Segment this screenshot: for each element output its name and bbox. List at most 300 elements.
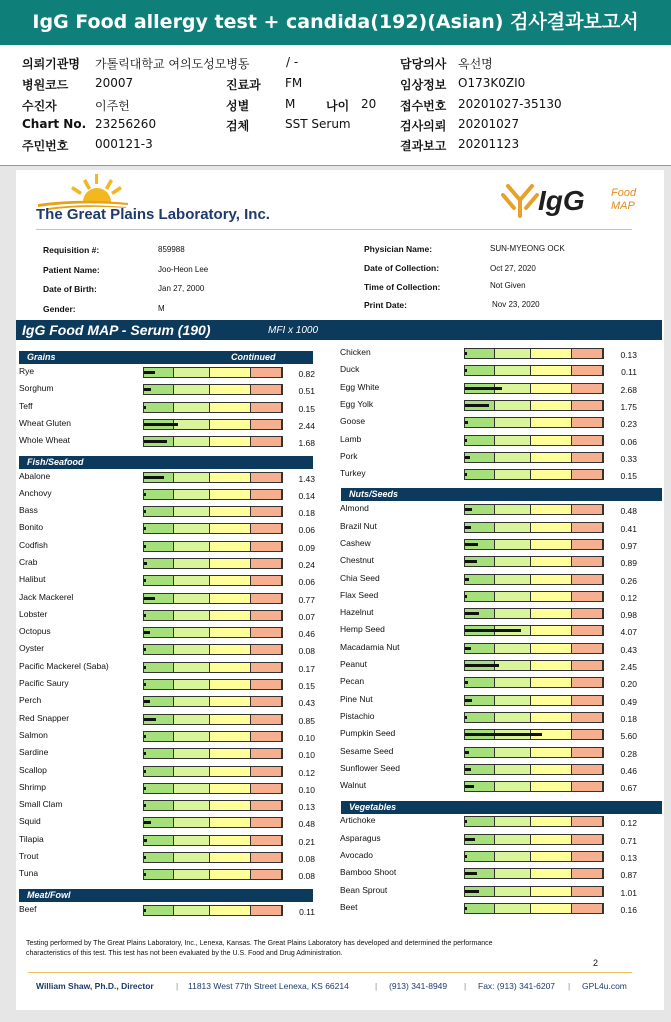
scale-zone xyxy=(144,507,174,516)
dob-value: Jan 27, 2000 xyxy=(158,284,205,293)
food-name: Macadamia Nut xyxy=(340,642,400,652)
scale-zone xyxy=(465,470,495,479)
scale-zone xyxy=(531,349,572,358)
scale-zone xyxy=(251,385,282,394)
sep-2: | xyxy=(375,981,378,991)
scale-zone xyxy=(210,906,251,915)
scale-zone xyxy=(210,697,251,706)
page-number: 2 xyxy=(593,958,599,968)
scale-zone xyxy=(531,575,572,584)
food-name: Lamb xyxy=(340,434,362,444)
scale-zone xyxy=(531,835,572,844)
result-value: 0.10 xyxy=(298,733,315,743)
food-name: Pistachio xyxy=(340,711,375,721)
result-scale-bar xyxy=(143,714,283,725)
scale-zone xyxy=(495,713,531,722)
scale-zone xyxy=(251,507,282,516)
scale-zone xyxy=(174,767,210,776)
scale-zone xyxy=(174,490,210,499)
scale-zone xyxy=(531,366,572,375)
result-scale-bar xyxy=(143,558,283,569)
result-scale-bar xyxy=(143,748,283,759)
scale-zone xyxy=(210,524,251,533)
scale-zone xyxy=(531,523,572,532)
result-scale-bar xyxy=(464,747,604,758)
food-name: Chestnut xyxy=(340,555,375,565)
result-scale-bar xyxy=(464,539,604,550)
food-name: Duck xyxy=(340,364,360,374)
physician-label: Physician Name: xyxy=(364,244,433,254)
scale-zone xyxy=(174,420,210,429)
result-scale-bar xyxy=(464,643,604,654)
food-name: Whole Wheat xyxy=(19,435,71,445)
food-name: Halibut xyxy=(19,574,46,584)
scale-zone xyxy=(495,661,531,670)
food-name: Hazelnut xyxy=(340,607,374,617)
result-value: 0.46 xyxy=(298,629,315,639)
scale-zone xyxy=(210,490,251,499)
scale-zone xyxy=(174,437,210,446)
scale-zone xyxy=(174,473,210,482)
result-scale-bar xyxy=(143,384,283,395)
result-level-marker xyxy=(144,856,146,859)
scale-zone xyxy=(144,403,174,412)
result-value: 0.51 xyxy=(298,386,315,396)
scale-zone xyxy=(174,801,210,810)
food-name: Beef xyxy=(19,904,37,914)
collection-time-value: Not Given xyxy=(490,281,526,290)
scale-zone xyxy=(251,368,282,377)
food-name: Cashew xyxy=(340,538,371,548)
result-scale-bar xyxy=(464,504,604,515)
scale-zone xyxy=(531,557,572,566)
result-level-marker xyxy=(465,785,474,788)
result-level-marker xyxy=(144,493,146,496)
result-scale-bar xyxy=(464,469,604,480)
disclaimer-line-1: Testing performed by The Great Plains Laboratory, Inc., Lenexa, Kansas. The Great Plains Laboratory has developed and determined the performance xyxy=(26,940,493,947)
print-date-value: Nov 23, 2020 xyxy=(492,300,540,309)
scale-zone xyxy=(210,749,251,758)
scale-zone xyxy=(572,748,603,757)
result-level-marker xyxy=(465,526,471,529)
food-name: Oyster xyxy=(19,643,45,653)
result-level-marker xyxy=(465,890,479,893)
scale-zone xyxy=(210,715,251,724)
scale-zone xyxy=(251,715,282,724)
result-level-marker xyxy=(144,440,167,443)
scale-zone xyxy=(572,765,603,774)
result-scale-bar xyxy=(143,662,283,673)
result-level-marker xyxy=(144,579,146,582)
result-scale-bar xyxy=(464,365,604,376)
scale-zone xyxy=(251,403,282,412)
scale-zone xyxy=(531,592,572,601)
scale-zone xyxy=(465,904,495,913)
scale-zone xyxy=(495,852,531,861)
food-name: Almond xyxy=(340,503,369,513)
result-scale-bar xyxy=(143,869,283,880)
scale-zone xyxy=(495,401,531,410)
scale-zone xyxy=(531,540,572,549)
scale-zone xyxy=(495,644,531,653)
result-level-marker xyxy=(465,456,470,459)
scale-zone xyxy=(531,713,572,722)
food-name: Codfish xyxy=(19,540,48,550)
result-level-marker xyxy=(144,631,150,634)
result-level-marker xyxy=(465,820,467,823)
result-value: 0.08 xyxy=(298,646,315,656)
result-value: 0.13 xyxy=(298,802,315,812)
logo-map: MAP xyxy=(611,200,635,212)
result-value: 2.45 xyxy=(620,662,637,672)
result-scale-bar xyxy=(464,712,604,723)
section-title: Grains xyxy=(27,352,56,362)
dept-value: FM xyxy=(285,76,303,90)
scale-zone xyxy=(251,836,282,845)
scale-zone xyxy=(572,644,603,653)
result-level-marker xyxy=(465,404,489,407)
result-scale-bar xyxy=(464,834,604,845)
result-value: 1.01 xyxy=(620,888,637,898)
print-date-label: Print Date: xyxy=(364,300,407,310)
scale-zone xyxy=(531,696,572,705)
sex-value: M xyxy=(285,97,296,111)
result-value: 0.26 xyxy=(620,576,637,586)
collection-date-value: Oct 27, 2020 xyxy=(490,264,536,273)
scale-zone xyxy=(251,732,282,741)
scale-zone xyxy=(144,680,174,689)
food-name: Egg Yolk xyxy=(340,399,374,409)
result-value: 0.85 xyxy=(298,716,315,726)
result-scale-bar xyxy=(464,452,604,463)
result-value: 0.11 xyxy=(299,907,315,917)
result-scale-bar xyxy=(464,868,604,879)
scale-zone xyxy=(531,505,572,514)
dob-label: Date of Birth: xyxy=(43,284,97,294)
result-scale-bar xyxy=(143,489,283,500)
scale-zone xyxy=(465,678,495,687)
result-level-marker xyxy=(465,508,472,511)
result-level-marker xyxy=(465,629,521,632)
food-name: Wheat Gluten xyxy=(19,418,71,428)
result-scale-bar xyxy=(464,816,604,827)
result-scale-bar xyxy=(143,800,283,811)
sep-3: | xyxy=(464,981,467,991)
scale-zone xyxy=(144,836,174,845)
result-scale-bar xyxy=(464,695,604,706)
scale-zone xyxy=(495,505,531,514)
age-value: 20 xyxy=(361,97,377,111)
result-scale-bar xyxy=(464,574,604,585)
food-name: Abalone xyxy=(19,471,51,481)
scale-zone xyxy=(144,749,174,758)
scale-zone xyxy=(495,366,531,375)
result-scale-bar xyxy=(464,591,604,602)
scale-zone xyxy=(465,817,495,826)
section-header xyxy=(19,889,313,902)
food-name: Chia Seed xyxy=(340,573,380,583)
clinical-value: O173K0ZI0 xyxy=(458,76,526,90)
food-name: Teff xyxy=(19,401,33,411)
banner-unit: MFI x 1000 xyxy=(268,325,319,336)
scale-zone xyxy=(251,801,282,810)
result-scale-bar xyxy=(143,367,283,378)
scale-zone xyxy=(572,661,603,670)
scale-zone xyxy=(572,523,603,532)
result-value: 0.48 xyxy=(620,506,637,516)
rrn-value: 000121-3 xyxy=(95,137,153,151)
result-level-marker xyxy=(144,787,146,790)
scale-zone xyxy=(572,835,603,844)
sep-1: | xyxy=(176,981,179,991)
result-level-marker xyxy=(465,733,542,736)
scale-zone xyxy=(572,782,603,791)
scale-zone xyxy=(495,609,531,618)
scale-zone xyxy=(210,645,251,654)
result-scale-bar xyxy=(464,608,604,619)
scale-zone xyxy=(174,784,210,793)
dept-label: 진료과 xyxy=(226,78,261,92)
result-scale-bar xyxy=(143,852,283,863)
scale-zone xyxy=(174,576,210,585)
result-scale-bar xyxy=(464,625,604,636)
hospital-code-value: 20007 xyxy=(95,76,134,90)
scale-zone xyxy=(144,870,174,879)
scale-zone xyxy=(174,697,210,706)
result-level-marker xyxy=(465,421,468,424)
scale-zone xyxy=(531,384,572,393)
gender-label: Gender: xyxy=(43,304,76,314)
food-name: Trout xyxy=(19,851,39,861)
result-value: 0.67 xyxy=(620,783,637,793)
scale-zone xyxy=(465,713,495,722)
result-scale-bar xyxy=(143,610,283,621)
request-label: 검사의뢰 xyxy=(400,119,447,133)
result-value: 0.07 xyxy=(298,612,315,622)
antibody-icon xyxy=(500,178,540,218)
scale-zone xyxy=(531,453,572,462)
scale-zone xyxy=(572,384,603,393)
scale-zone xyxy=(572,470,603,479)
scale-zone xyxy=(144,524,174,533)
scale-zone xyxy=(174,628,210,637)
result-level-marker xyxy=(144,562,147,565)
food-name: Red Snapper xyxy=(19,713,70,723)
scale-zone xyxy=(572,904,603,913)
result-value: 0.18 xyxy=(298,508,315,518)
result-scale-bar xyxy=(464,556,604,567)
scale-zone xyxy=(572,730,603,739)
scale-zone xyxy=(251,853,282,862)
scale-zone xyxy=(495,887,531,896)
scale-zone xyxy=(531,661,572,670)
result-value: 0.12 xyxy=(620,593,637,603)
food-name: Anchovy xyxy=(19,488,52,498)
scale-zone xyxy=(174,403,210,412)
scale-zone xyxy=(531,626,572,635)
food-name: Goose xyxy=(340,416,366,426)
scale-zone xyxy=(531,401,572,410)
scale-zone xyxy=(572,869,603,878)
scale-zone xyxy=(495,748,531,757)
rrn-label: 주민번호 xyxy=(22,139,69,153)
scale-zone xyxy=(174,680,210,689)
scale-zone xyxy=(144,906,174,915)
scale-zone xyxy=(210,784,251,793)
patient-value: 이주헌 xyxy=(95,99,130,113)
result-scale-bar xyxy=(464,417,604,428)
result-level-marker xyxy=(465,543,478,546)
result-value: 0.77 xyxy=(298,595,315,605)
result-scale-bar xyxy=(143,506,283,517)
scale-zone xyxy=(495,453,531,462)
result-scale-bar xyxy=(143,402,283,413)
result-level-marker xyxy=(144,804,146,807)
section-title: Vegetables xyxy=(349,801,397,812)
result-value: 0.09 xyxy=(298,543,315,553)
scale-zone xyxy=(572,817,603,826)
scale-zone xyxy=(572,453,603,462)
scale-zone xyxy=(144,559,174,568)
scale-zone xyxy=(210,385,251,394)
scale-zone xyxy=(465,748,495,757)
food-name: Shrimp xyxy=(19,782,46,792)
result-value: 1.75 xyxy=(620,402,637,412)
scale-zone xyxy=(495,523,531,532)
scale-zone xyxy=(174,870,210,879)
result-value: 0.12 xyxy=(620,818,637,828)
result-scale-bar xyxy=(143,541,283,552)
scale-zone xyxy=(251,611,282,620)
scale-zone xyxy=(531,644,572,653)
food-name: Bonito xyxy=(19,522,44,532)
scale-zone xyxy=(531,887,572,896)
food-name: Crab xyxy=(19,557,38,567)
result-value: 1.68 xyxy=(298,438,315,448)
result-level-marker xyxy=(465,681,468,684)
result-level-marker xyxy=(144,388,151,391)
result-value: 0.97 xyxy=(620,541,637,551)
food-name: Peanut xyxy=(340,659,367,669)
result-value: 0.43 xyxy=(298,698,315,708)
scale-zone xyxy=(144,542,174,551)
scale-zone xyxy=(531,436,572,445)
age-label: 나이 xyxy=(326,99,350,113)
result-value: 2.68 xyxy=(620,385,637,395)
result-scale-bar xyxy=(143,817,283,828)
scale-zone xyxy=(495,470,531,479)
scale-zone xyxy=(572,505,603,514)
result-level-marker xyxy=(144,700,150,703)
result-value: 0.41 xyxy=(620,524,637,534)
patient-name-label: Patient Name: xyxy=(43,265,100,275)
result-level-marker xyxy=(465,699,472,702)
result-level-marker xyxy=(465,612,479,615)
result-value: 0.23 xyxy=(620,419,637,429)
scale-zone xyxy=(174,853,210,862)
food-name: Beet xyxy=(340,902,358,912)
result-value: 0.15 xyxy=(620,471,637,481)
scale-zone xyxy=(144,853,174,862)
scale-zone xyxy=(465,852,495,861)
result-level-marker xyxy=(465,751,469,754)
scale-zone xyxy=(572,592,603,601)
result-scale-bar xyxy=(143,835,283,846)
chart-label: Chart No. xyxy=(22,117,87,131)
scale-zone xyxy=(251,559,282,568)
result-level-marker xyxy=(465,768,471,771)
food-name: Avocado xyxy=(340,850,373,860)
collection-date-label: Date of Collection: xyxy=(364,263,440,273)
result-scale-bar xyxy=(143,783,283,794)
institution-value: 가톨릭대학교 여의도성모병동 xyxy=(95,57,250,71)
footer-divider xyxy=(28,972,632,973)
specimen-label: 검체 xyxy=(226,119,250,133)
scale-zone xyxy=(210,576,251,585)
result-scale-bar xyxy=(464,435,604,446)
result-level-marker xyxy=(144,718,156,721)
patient-label: 수진자 xyxy=(22,99,57,113)
scale-zone xyxy=(495,817,531,826)
result-value: 0.11 xyxy=(621,367,637,377)
food-name: Small Clam xyxy=(19,799,63,809)
scale-zone xyxy=(495,696,531,705)
result-scale-bar xyxy=(464,903,604,914)
result-value: 0.43 xyxy=(620,645,637,655)
scale-zone xyxy=(572,626,603,635)
result-scale-bar xyxy=(143,905,283,916)
result-value: 0.13 xyxy=(620,853,637,863)
scale-zone xyxy=(495,557,531,566)
result-scale-bar xyxy=(143,766,283,777)
scale-zone xyxy=(210,870,251,879)
food-name: Pork xyxy=(340,451,358,461)
scale-zone xyxy=(174,645,210,654)
result-level-marker xyxy=(465,369,467,372)
result-value: 5.60 xyxy=(620,731,637,741)
physician-value: SUN-MYEONG OCK xyxy=(490,244,565,253)
section-header xyxy=(341,801,662,814)
result-scale-bar xyxy=(143,696,283,707)
result-label: 결과보고 xyxy=(400,139,447,153)
scale-zone xyxy=(251,697,282,706)
scale-zone xyxy=(251,906,282,915)
scale-zone xyxy=(531,609,572,618)
scale-zone xyxy=(210,420,251,429)
scale-zone xyxy=(251,576,282,585)
food-name: Bean Sprout xyxy=(340,885,388,895)
food-name: Sunflower Seed xyxy=(340,763,401,773)
result-value: 0.06 xyxy=(620,437,637,447)
scale-zone xyxy=(210,403,251,412)
scale-zone xyxy=(174,906,210,915)
result-scale-bar xyxy=(464,400,604,411)
scale-zone xyxy=(495,782,531,791)
section-title: Fish/Seafood xyxy=(27,456,84,467)
section-header xyxy=(19,351,313,364)
result-value: 0.46 xyxy=(620,766,637,776)
scale-zone xyxy=(174,836,210,845)
result-value: 1.43 xyxy=(298,474,315,484)
scale-zone xyxy=(465,366,495,375)
scale-zone xyxy=(531,470,572,479)
section-header xyxy=(19,456,313,469)
section-title: Meat/Fowl xyxy=(27,889,71,900)
scale-zone xyxy=(174,368,210,377)
scale-zone xyxy=(174,818,210,827)
result-level-marker xyxy=(144,614,146,617)
result-level-marker xyxy=(144,873,146,876)
